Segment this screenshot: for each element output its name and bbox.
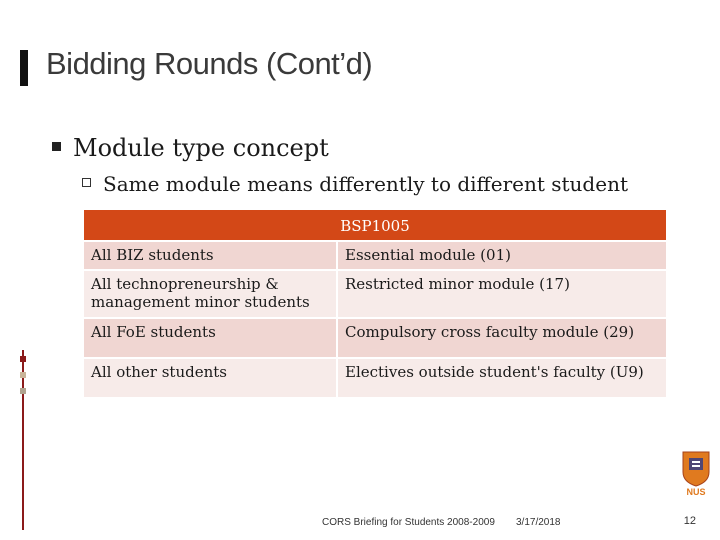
square-bullet-icon: [52, 142, 61, 151]
logo-text: NUS: [686, 487, 706, 497]
footer-date: 3/17/2018: [516, 517, 561, 528]
sub-bullet-item: [82, 172, 628, 196]
student-group-cell: All FoE students: [84, 318, 337, 358]
side-decoration-square: [20, 372, 26, 378]
student-group-cell: All technopreneurship & management minor students: [84, 270, 337, 318]
table-row: [84, 270, 666, 318]
module-type-cell: Electives outside student's faculty (U9): [337, 358, 666, 397]
table-row: [84, 241, 666, 270]
side-decoration-square: [20, 388, 26, 394]
nus-crest-logo: [680, 450, 712, 498]
module-type-cell: Restricted minor module (17): [337, 270, 666, 318]
bullet-item: [52, 134, 329, 162]
table-row: [84, 358, 666, 397]
side-decoration-square: [20, 356, 26, 362]
module-type-cell: Compulsory cross faculty module (29): [337, 318, 666, 358]
student-group-cell: All BIZ students: [84, 241, 337, 270]
sub-bullet-text: Same module means differently to different student: [103, 172, 628, 196]
hollow-square-bullet-icon: [82, 178, 91, 187]
student-group-cell: All other students: [84, 358, 337, 397]
module-type-table: [84, 210, 666, 397]
module-type-cell: Essential module (01): [337, 241, 666, 270]
page-number: 12: [683, 515, 696, 527]
slide-title: Bidding Rounds (Cont’d): [46, 46, 373, 81]
bullet-text: Module type concept: [73, 134, 329, 162]
footer-caption: CORS Briefing for Students 2008-2009: [322, 517, 495, 528]
title-accent-bar: [20, 50, 28, 86]
table-row: [84, 318, 666, 358]
table-header: BSP1005: [84, 210, 666, 241]
